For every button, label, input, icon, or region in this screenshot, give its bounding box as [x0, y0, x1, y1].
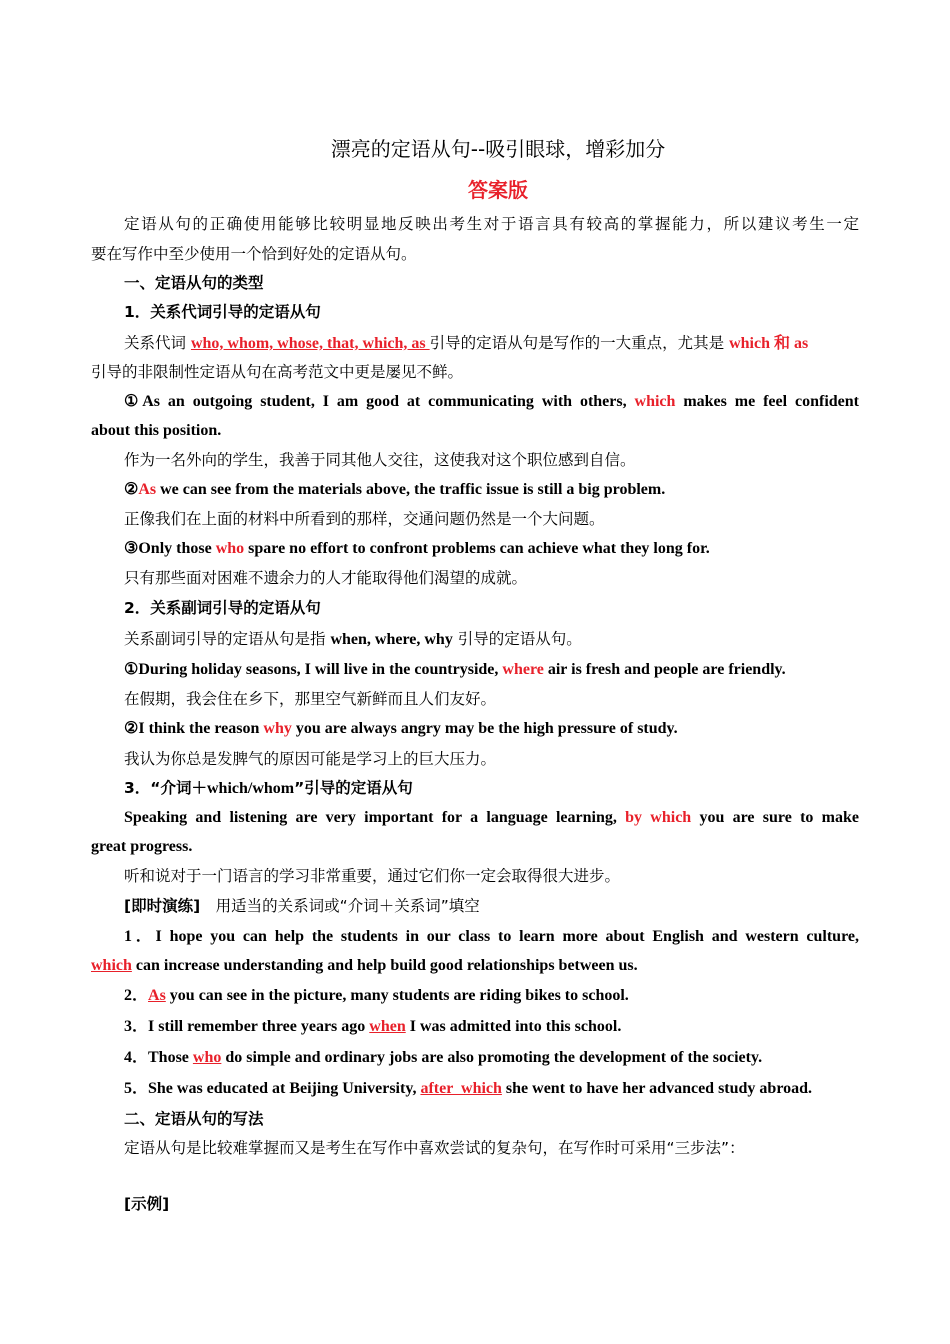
sub3-example: Speaking and listening are very important for a language learning, by which you are sure to make: [124, 809, 860, 826]
answer-5: after which: [420, 1080, 502, 1097]
sub1-heading: 1．关系代词引导的定语从句: [124, 303, 321, 321]
practice-question-5: 5．She was educated at Beijing University, after which she went to have her advanced study abroad.: [124, 1080, 813, 1097]
sub1-example-3: ③Only those who spare no effort to confront problems can achieve what they long for.: [124, 540, 710, 557]
practice-question-4: 4．Those who do simple and ordinary jobs are also promoting the development of the society.: [124, 1049, 763, 1066]
sub2-heading: 2．关系副词引导的定语从句: [124, 599, 321, 617]
practice-question-3: 3．I still remember three years ago when I was admitted into this school.: [124, 1018, 622, 1035]
sub2-example-2: ②I think the reason why you are always angry may be the high pressure of study.: [124, 720, 678, 737]
sub1-example-1-translation: 作为一名外向的学生，我善于同其他人交往，这使我对这个职位感到自信。: [124, 451, 636, 469]
practice-question-2: 2．As you can see in the picture, many students are riding bikes to school.: [124, 987, 629, 1004]
practice-question-1-line2: which can increase understanding and help build good relationships between us.: [91, 957, 638, 974]
sub1-example-2-translation: 正像我们在上面的材料中所看到的那样，交通问题仍然是一个大问题。: [124, 510, 605, 528]
document-subtitle: 答案版: [468, 178, 528, 202]
answer-1: which: [91, 957, 132, 974]
relative-pronouns: who, whom, whose, that, which, as: [190, 335, 430, 352]
sub2-example-2-translation: 我认为你总是发脾气的原因可能是学习上的巨大压力。: [124, 750, 497, 768]
intro-line-2: 要在写作中至少使用一个恰到好处的定语从句。: [91, 245, 417, 263]
sub2-description: 关系副词引导的定语从句是指 when, where, why 引导的定语从句。: [124, 630, 582, 648]
section2-heading: 二、定语从句的写法: [124, 1110, 264, 1128]
sub3-example-line2: great progress.: [91, 838, 193, 855]
sub1-example-2: ②As we can see from the materials above, the traffic issue is still a big problem.: [124, 481, 666, 498]
answer-4: who: [192, 1049, 222, 1066]
sub2-example-1: ①During holiday seasons, I will live in the countryside, where air is fresh and people are friendly.: [124, 661, 786, 678]
which-and-as: which 和 as: [729, 335, 809, 352]
section2-description: 定语从句是比较难掌握而又是考生在写作中喜欢尝试的复杂句，在写作时可采用“三步法”：: [124, 1139, 745, 1157]
practice-question-1: 1．I hope you can help the students in our class to learn more about English and western culture,: [124, 928, 859, 945]
sub2-example-1-translation: 在假期，我会住在乡下，那里空气新鲜而且人们友好。: [124, 690, 497, 708]
intro-line-1: 定语从句的正确使用能够比较明显地反映出考生对于语言具有较高的掌握能力，所以建议考生一定: [124, 215, 859, 233]
sub3-heading: 3．“介词＋which/whom”引导的定语从句: [124, 779, 413, 797]
document-title: 漂亮的定语从句--吸引眼球，增彩加分: [330, 137, 666, 161]
sub1-example-1: ①As an outgoing student, I am good at communicating with others, which makes me feel confident: [124, 393, 859, 410]
sub1-description: 关系代词 who, whom, whose, that, which, as 引导的定语从句是写作的一大重点，尤其是 which 和 as: [124, 334, 809, 352]
sub1-example-1-line2: about this position.: [91, 422, 222, 439]
example-label: [示例]: [124, 1195, 170, 1213]
answer-3: when: [369, 1018, 406, 1035]
section1-heading: 一、定语从句的类型: [124, 274, 264, 292]
sub1-example-3-translation: 只有那些面对困难不遗余力的人才能取得他们渴望的成就。: [124, 569, 528, 587]
practice-heading: [即时演练] 用适当的关系词或“介词＋关系词”填空: [124, 897, 480, 915]
sub1-description-line2: 引导的非限制性定语从句在高考范文中更是屡见不鲜。: [91, 363, 464, 381]
sub3-example-translation: 听和说对于一门语言的学习非常重要，通过它们你一定会取得很大进步。: [124, 867, 621, 885]
answer-2: As: [148, 987, 166, 1004]
